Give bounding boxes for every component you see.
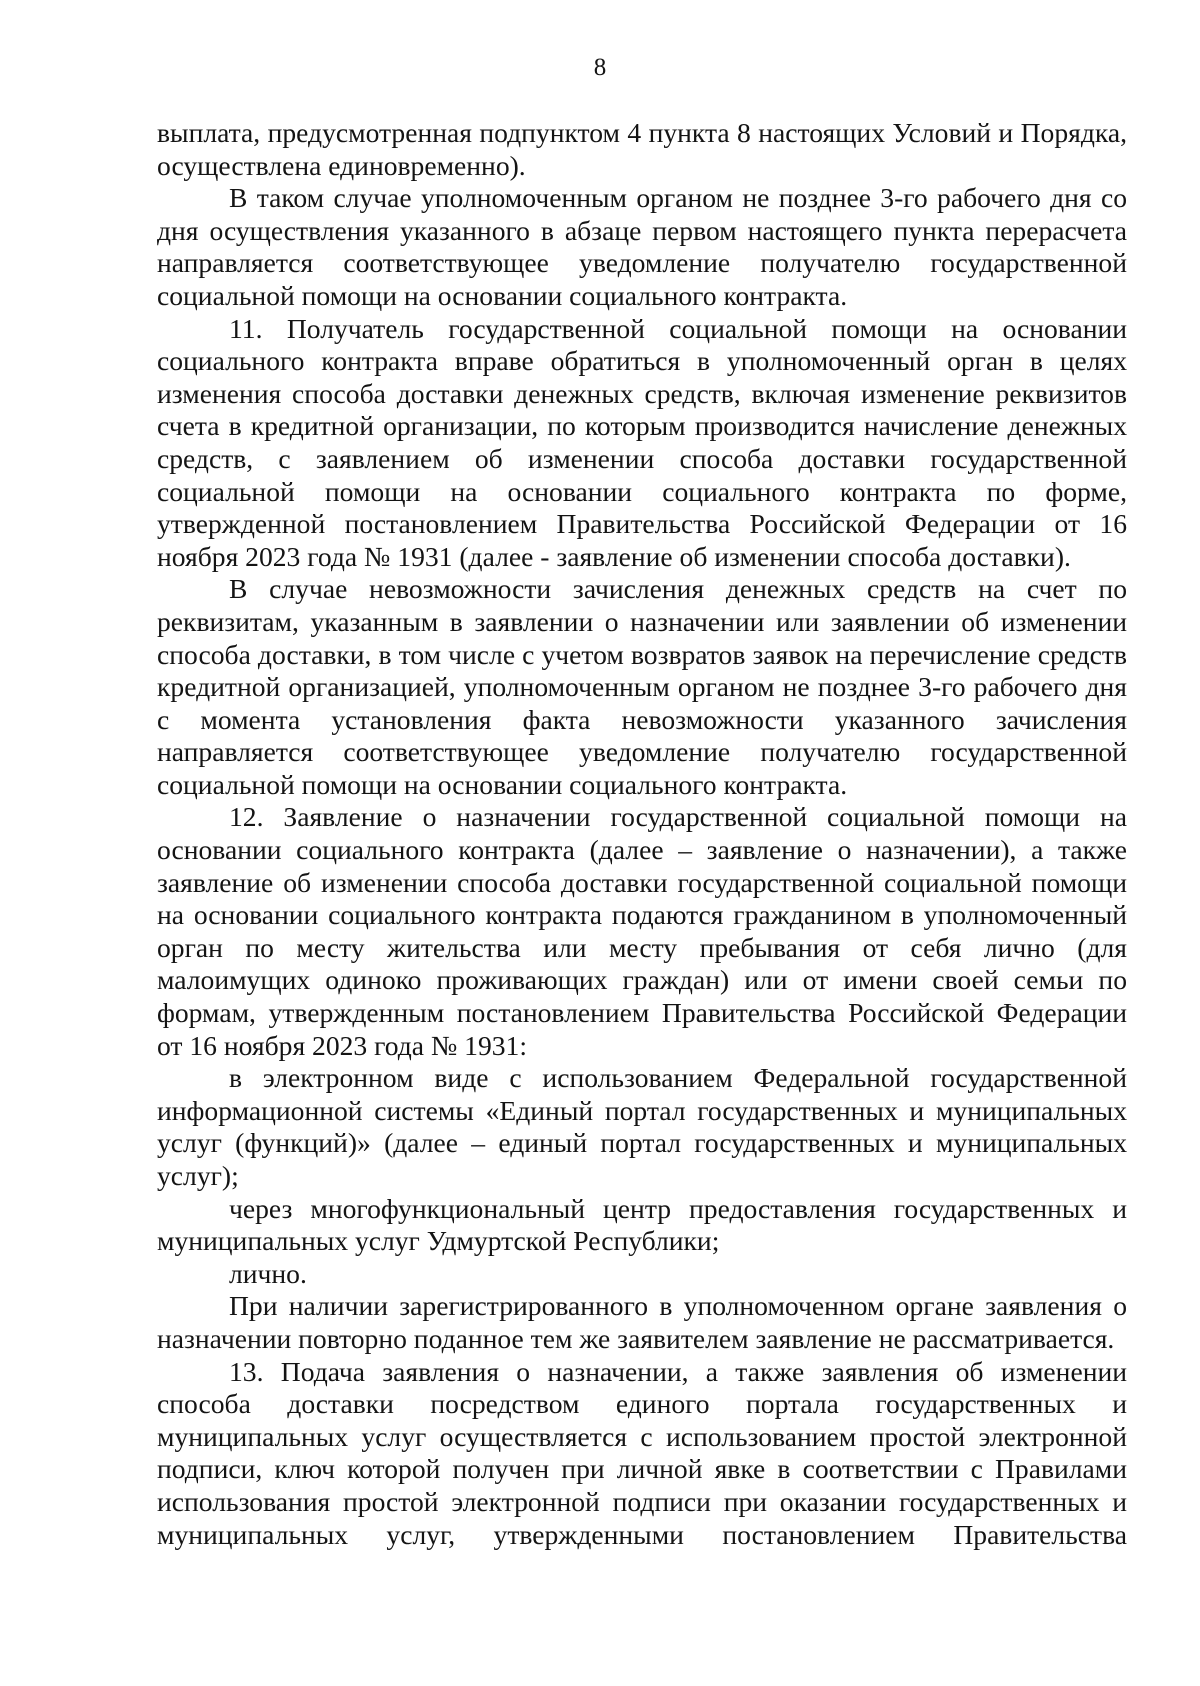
paragraph-clause-12: 12. Заявление о назначении государственной социальной помощи на основании социального контракта (далее – заявление о назначении), а также заявление об изменении способа доставки государственной социальной помощи на основании социального контракта подаются гражданином в уполномоченный орган по месту жительства или месту пребывания от себя лично (для малоимущих одиноко проживающих граждан) или от имени своей семьи по формам, утвержденным постановлением Правительства Российской Федерации от 16 ноября 2023 года № 1931: (157, 801, 1127, 1061)
page-number: 8 (593, 54, 607, 81)
paragraph-clause-11: 11. Получатель государственной социальной помощи на основании социального контракта вправе обратиться в уполномоченный орган в целях изменения способа доставки денежных средств, включая изменение реквизитов счета в кредитной организации, по которым производится начисление денежных средств, с заявлением об изменении способа доставки государственной социальной помощи на основании социального контракта по форме, утвержденной постановлением Правительства Российской Федерации от 16 ноября 2023 года № 1931 (далее - заявление об изменении способа доставки). (157, 312, 1127, 572)
list-item-mfc: через многофункциональный центр предоставления государственных и муниципальных услуг Удмуртской Республики; (157, 1192, 1127, 1257)
paragraph-notification: В таком случае уполномоченным органом не позднее 3-го рабочего дня со дня осуществления указанного в абзаце первом настоящего пункта перерасчета направляется соответствующее уведомление получателю государственной социальной помощи на основании социального контракта. (157, 182, 1127, 311)
paragraph-continuation: выплата, предусмотренная подпунктом 4 пункта 8 настоящих Условий и Порядка, осуществлена единовременно). (157, 117, 1127, 181)
paragraph-crediting-failure: В случае невозможности зачисления денежных средств на счет по реквизитам, указанным в заявлении о назначении или заявлении об изменении способа доставки, в том числе с учетом возвратов заявок на перечисление средств кредитной организацией, уполномоченным органом не позднее 3-го рабочего дня с момента установления факта невозможности указанного зачисления направляется соответствующее уведомление получателю государственной социальной помощи на основании социального контракта. (157, 573, 1127, 800)
paragraph-clause-13: 13. Подача заявления о назначении, а также заявления об изменении способа доставки посредством единого портала государственных и муниципальных услуг осуществляется с использованием простой электронной подписи, ключ которой получен при личной явке в соответствии с Правилами использования простой электронной подписи при оказании государственных и муниципальных услуг, утвержденными постановлением Правительства (157, 1355, 1127, 1550)
list-item-electronic: в электронном виде с использованием Федеральной государственной информационной системы «Единый портал государственных и муниципальных услуг (функций)» (далее – единый портал государственных и муниципальных услуг); (157, 1062, 1127, 1191)
paragraph-repeat-application: При наличии зарегистрированного в уполномоченном органе заявления о назначении повторно поданное тем же заявителем заявление не рассматривается. (157, 1290, 1127, 1354)
list-item-in-person: лично. (229, 1257, 307, 1289)
document-body (157, 117, 1127, 1551)
